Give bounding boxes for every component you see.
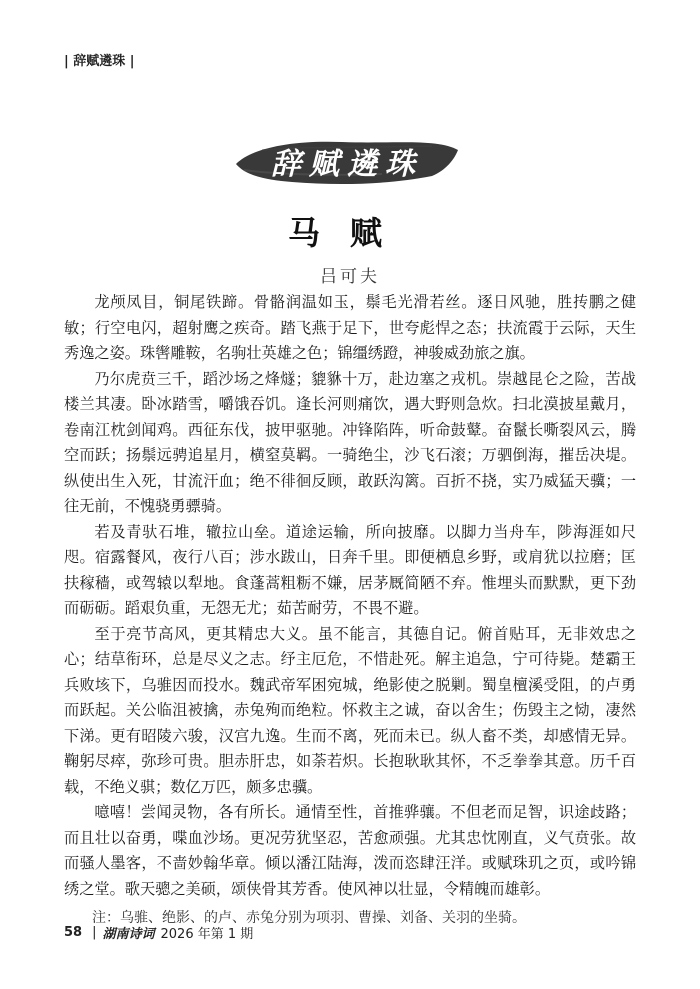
page-footer [64,923,253,942]
article-body [64,290,636,930]
article-title: 马赋 [287,214,412,252]
paragraph: 噫嘻！尝闻灵物，各有所长。通情至性，首推骅骧。不但老而足智，识途歧路；而且壮以奋勇，喋血沙场。更况劳犹坚忍，苦愈顽强。尤其忠忱刚直，义气贲张。故而骚人墨客，不啬妙翰华章。倾以潘江陆海，泼而恣肆汪洋。或赋珠玑之页，或吟锦绣之堂。歌天骢之美硕，颂侠骨其芳香。使风神以壮显，令精魄而雄彰。 [64,803,636,898]
issue-label: 2026 年第 1 期 [160,927,254,942]
footer-separator: | [92,925,97,940]
footnote: 注：乌骓、绝影、的卢、赤兔分别为项羽、曹操、刘备、关羽的坐骑。 [92,910,526,926]
banner-title: 辞赋遴珠 [271,147,423,182]
paragraph: 若及青驮石堆，辙拉山垒。道途运输，所向披靡。以脚力当舟车，陟海涯如尺咫。宿露餐风，夜行八百；涉水跋山，日奔千里。即便栖息乡野，或肩犹以拉磨；匡扶稼穑，或驾辕以犁地。食蓬蒿粗粝不嫌，居茅厩简陋不弃。惟埋头而默默，更下劲而砺砺。蹈艰负重，无怨无尤；茹苦耐劳，不畏不避。 [64,522,636,617]
paragraph: 至于亮节高风，更其精忠大义。虽不能言，其德自记。俯首贴耳，无非效忠之心；结草衔环，总是尽义之志。纾主厄危，不惜赴死。解主追急，宁可待毙。楚霸王兵败垓下，乌骓因而投水。魏武帝军困宛城，绝影使之脱剿。蜀皇檀溪受阻，的卢勇而跃起。关公临沮被擒，赤兔殉而绝粒。怀救主之诚，奋以舍生；伤毁主之恸，凄然下涕。更有昭陵六骏，汉宫九逸。生而不离，死而未已。纵人畜不类，却感情无异。鞠躬尽瘁，弥珍可贵。胆赤肝忠，如荼若炽。长抱耿耿其怀，不乏拳拳其意。历千百载，不绝义骐；数亿万匹，颇多忠骥。 [64,624,636,796]
page-number: 58 [64,925,83,940]
column-banner [232,130,462,192]
magazine-name: 湖南诗词 [102,927,155,942]
paragraph: 龙颅凤目，铜尾铁蹄。骨骼润温如玉，鬃毛光滑若丝。逐日风驰，胜抟鹏之健敏；行空电闪，超射鹰之疾奇。踏飞燕于足下，世夸彪悍之态；扶流霞于云际，天生秀逸之姿。珠辔雕鞍，名驹壮英雄之色；锦缰绣蹬，神骏威劲旅之旗。 [64,293,636,362]
paragraph: 乃尔虎贲三千，蹈沙场之烽燧；貔貅十万，赴边塞之戎机。崇越昆仑之险，苦战楼兰其凄。卧冰踏雪，嚼饿吞饥。逢长河则痛饮，遇大野则急炊。扫北漠披星戴月，卷南江枕剑闻鸡。西征东伐，披甲驱驰。冲锋陷阵，听命鼓鼙。奋鬣长嘶裂风云，腾空而跃；扬鬃远骋追星月，横窒莫羁。一骑绝尘，沙飞石滚；万驷倒海，摧岳决堤。纵使出生入死，甘流汗血；绝不徘徊反顾，敢跃沟篱。百折不挠，实乃威猛天骥；一往无前，不愧骁勇骠骑。 [64,369,636,515]
article-author: 吕可夫 [320,267,380,287]
section-tag: | 辞赋遴珠 | [64,54,135,69]
